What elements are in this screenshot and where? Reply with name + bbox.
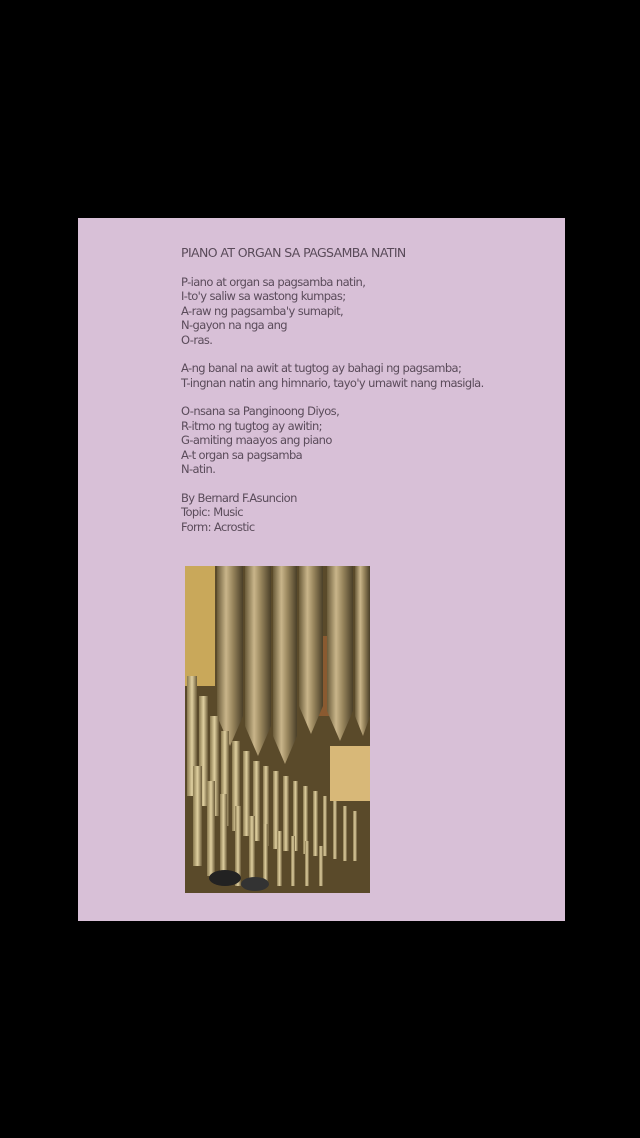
poem-content [181,246,551,548]
poem-line: N-gayon na nga ang [181,318,288,332]
poem-line: R-itmo ng tugtog ay awitin; [181,418,322,433]
poem-line: O-nsana sa Panginoong Diyos, [181,404,340,418]
organ-pipes-illustration [185,566,370,893]
stanza-3 [181,404,551,477]
poem-line: P-iano at organ sa pagsamba natin, [181,274,366,289]
poem-line: A-raw ng pagsamba'y sumapit, [181,303,344,318]
poem-page [78,218,565,921]
poem-title: PIANO AT ORGAN SA PAGSAMBA NATIN [181,245,406,260]
poem-line: I-to'y saliw sa wastong kumpas; [181,289,346,303]
poem-line: N-atin. [181,462,216,476]
pipe-organ-photo [185,566,370,893]
poem-line: O-ras. [181,332,213,347]
poem-line: A-t organ sa pagsamba [181,447,303,462]
poem-line: A-ng banal na awit at tugtog ay bahagi ng pagsamba; [181,361,462,375]
byline: By Bernard F.Asuncion [181,490,297,505]
form-label: Form: Acrostic [181,519,255,534]
topic-label: Topic: Music [181,505,243,519]
stanza-1 [181,275,551,348]
poem-meta [181,491,551,535]
stanza-2 [181,361,551,390]
poem-line: G-amiting maayos ang piano [181,433,332,447]
poem-line: T-ingnan natin ang himnario, tayo'y umawit nang masigla. [181,375,484,390]
